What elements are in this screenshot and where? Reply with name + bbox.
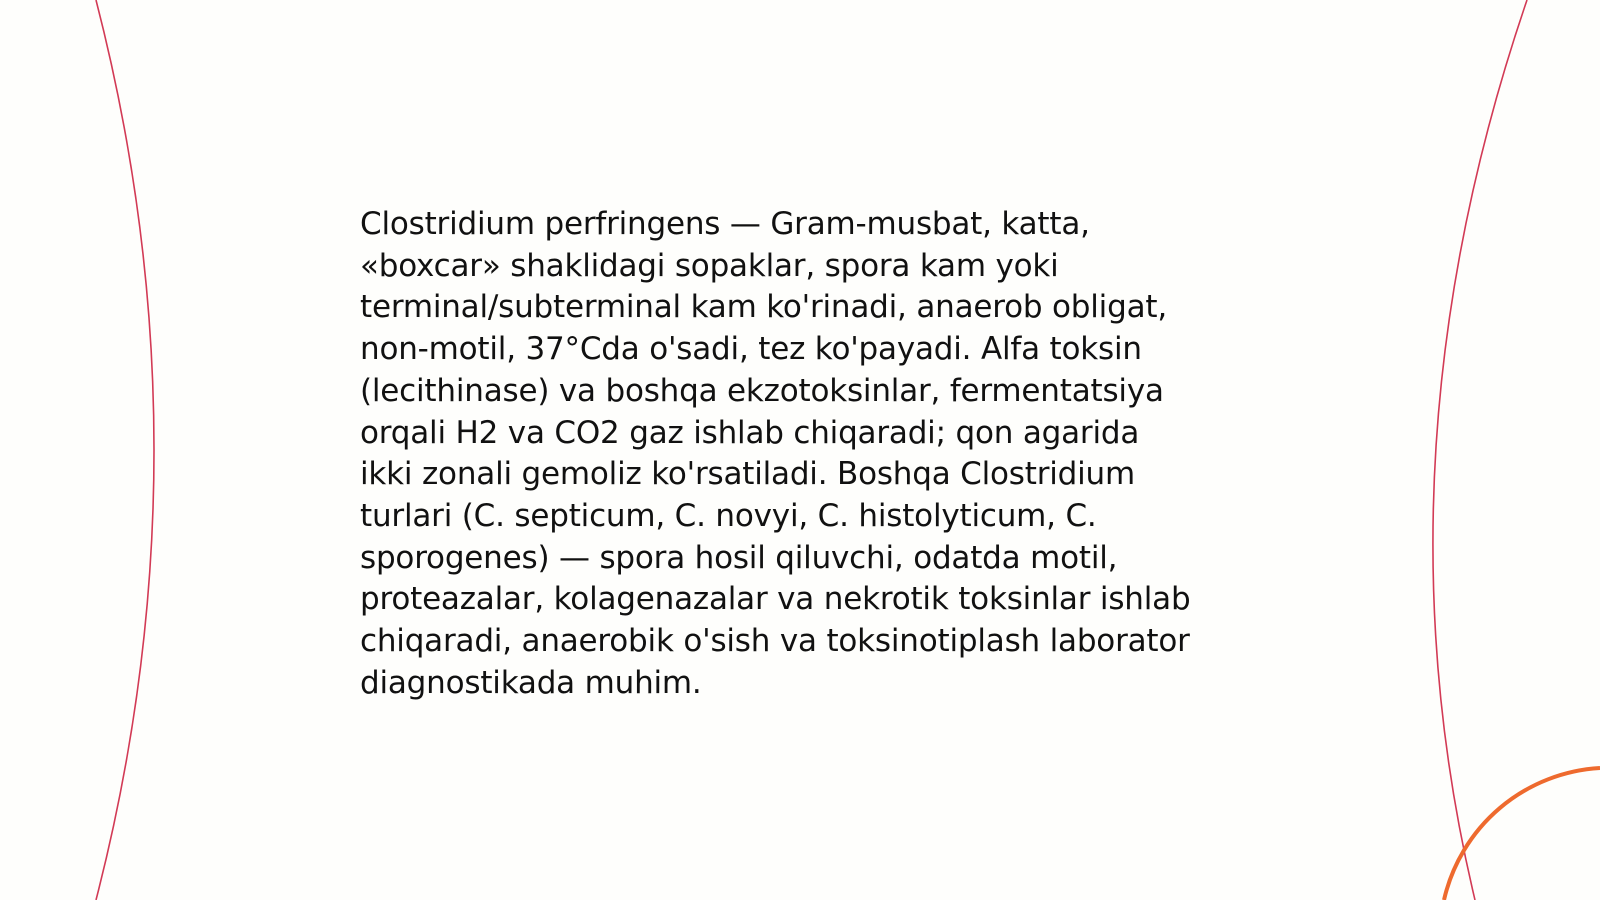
- slide-body-text: Clostridium perfringens — Gram-musbat, katta, «boxcar» shaklidagi sopaklar, spora kam yoki terminal/subterminal kam ko'rinadi, anaerob obligat, non-motil, 37°Cda o'sadi, tez ko'payadi. Alfa toksin (lecithinase) va boshqa ekzotoksinlar, fermentatsiya orqali H2 va CO2 gaz ishlab chiqaradi; qon agarida ikki zonali gemoliz ko'rsatiladi. Boshqa Clostridium turlari (C. septicum, C. novyi, C. histolyticum, C. sporogenes) — spora hosil qiluvchi, odatda motil, proteazalar, kolagenazalar va nekrotik toksinlar ishlab chiqaradi, anaerobik o'sish va toksinotiplash laborator diagnostikada muhim.: [360, 206, 1191, 701]
- accent-arc: [1444, 768, 1600, 900]
- left-curve-line: [96, 0, 154, 900]
- right-curve-line: [1433, 0, 1527, 900]
